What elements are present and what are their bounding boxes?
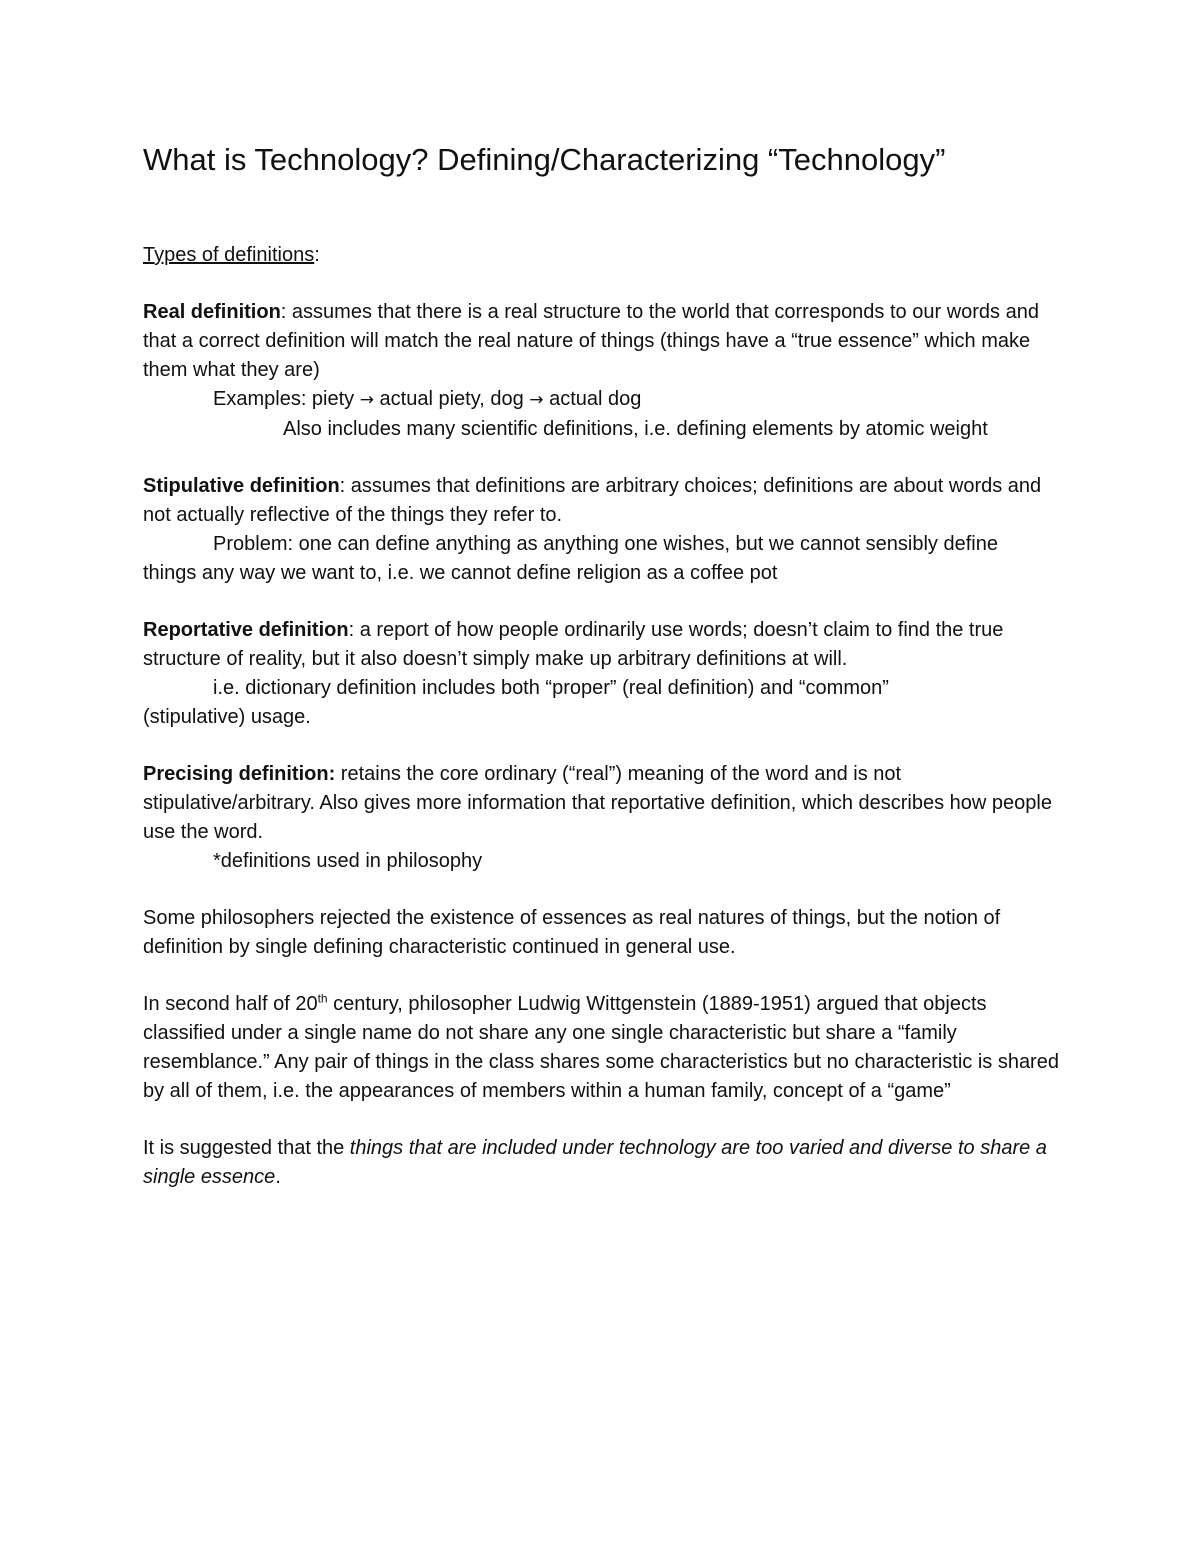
types-heading: Types of definitions [143, 244, 315, 266]
real-definition-examples [143, 385, 1073, 415]
ordinal-superscript: th [317, 991, 328, 1006]
precising-definition-term: Precising definition: [143, 763, 336, 785]
wittgenstein-paragraph [143, 990, 1073, 1106]
reportative-ie-line: i.e. dictionary definition includes both “proper” (real definition) and “common” [213, 677, 889, 699]
real-definition-text: assumes that there is a real structure to the world that corresponds to our words and that a correct definition will match the real nature of things (things have a “true essence” which make them what they are) [143, 301, 1039, 381]
wittgenstein-text: century, philosopher Ludwig Wittgenstein (1889-1951) argued that objects classified under a single name do not share any one single characteristic but share a “family resemblance.” Any pair of things in the class shares some characteristics but no characteristic is shared by all of them, i.e. the appearances of members within a human family, concept of a “game” [143, 993, 1059, 1102]
conclusion-paragraph [143, 1134, 1073, 1192]
stipulative-definition-text: assumes that definitions are arbitrary choices; definitions are about words and not actually reflective of the things they refer to. [143, 475, 1042, 526]
reportative-ie-rest: (stipulative) usage. [143, 706, 311, 728]
examples-end: actual dog [543, 388, 642, 410]
conclusion-suffix: . [275, 1166, 281, 1188]
precising-note: *definitions used in philosophy [213, 850, 483, 872]
precising-definition-text: retains the core ordinary (“real”) meaning of the word and is not stipulative/arbitrary. Also gives more information that reportative definition, which describes how people use the word. [143, 763, 1052, 843]
examples-middle: actual piety, dog [373, 388, 530, 410]
types-heading-line [143, 241, 1073, 270]
real-definition-also: Also includes many scientific definitions, i.e. defining elements by atomic weight [283, 418, 988, 440]
reportative-definition-paragraph [143, 616, 1073, 674]
precising-definition-paragraph [143, 760, 1073, 847]
conclusion-emphasis: things that are included under technology are too varied and diverse to share a single essence [143, 1137, 1047, 1188]
reportative-definition-term: Reportative definition [143, 619, 349, 641]
stipulative-problem-rest: things any way we want to, i.e. we cannot define religion as a coffee pot [143, 562, 778, 584]
arrow-right-icon: → [359, 390, 374, 410]
reportative-definition-colon: : [348, 619, 360, 641]
stipulative-definition-colon: : [339, 475, 351, 497]
wittgenstein-prefix: In second half of 20 [143, 993, 318, 1015]
real-definition-term: Real definition [143, 301, 281, 323]
real-definition-colon: : [280, 301, 292, 323]
stipulative-problem-line: Problem: one can define anything as anything one wishes, but we cannot sensibly define [213, 533, 998, 555]
page-title: What is Technology? Defining/Characterizing “Technology” [143, 142, 946, 177]
types-heading-colon: : [314, 244, 320, 266]
conclusion-prefix: It is suggested that the [143, 1137, 350, 1159]
real-definition-paragraph [143, 298, 1073, 385]
stipulative-definition-paragraph [143, 472, 1073, 530]
stipulative-definition-term: Stipulative definition [143, 475, 340, 497]
examples-prefix: Examples: piety [213, 388, 360, 410]
reportative-definition-text: a report of how people ordinarily use words; doesn’t claim to find the true structure of reality, but it also doesn’t simply make up arbitrary definitions at will. [143, 619, 1004, 670]
document-body [143, 241, 1073, 1192]
arrow-right-icon: → [529, 390, 544, 410]
essences-paragraph: Some philosophers rejected the existence of essences as real natures of things, but the notion of definition by single defining characteristic continued in general use. [143, 907, 1001, 958]
